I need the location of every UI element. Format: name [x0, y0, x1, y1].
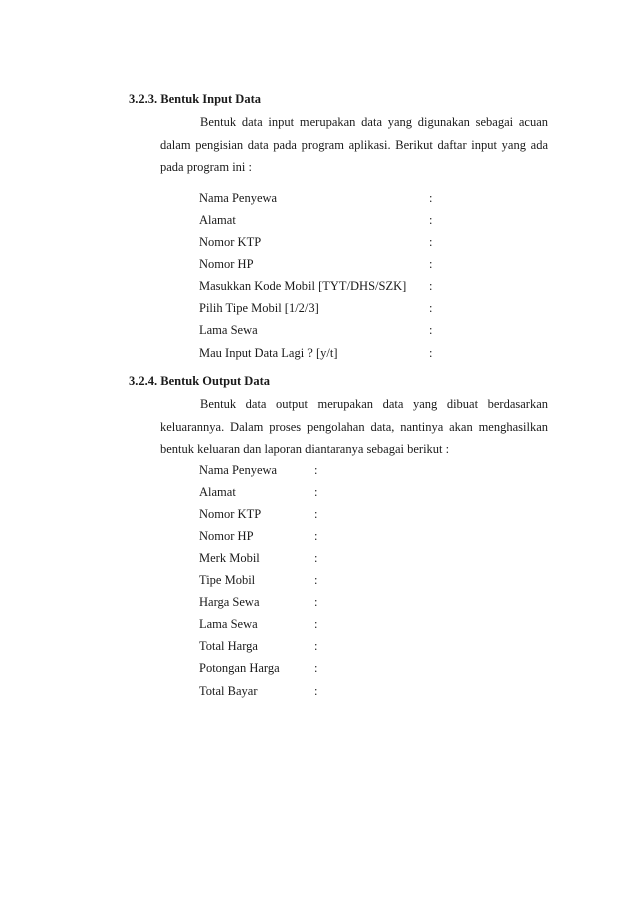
field-colon: :: [429, 191, 433, 205]
field-label: Nomor KTP: [199, 235, 262, 249]
field-label: Nomor HP: [199, 529, 254, 543]
field-label: Masukkan Kode Mobil [TYT/DHS/SZK]: [199, 279, 407, 293]
field-label: Lama Sewa: [199, 323, 258, 337]
field-label: Alamat: [199, 213, 236, 227]
field-label: Alamat: [199, 485, 236, 499]
paragraph-line: keluarannya. Dalam proses pengolahan data, nantinya akan menghasilkan: [160, 419, 548, 434]
field-colon: :: [429, 279, 433, 293]
field-label: Merk Mobil: [199, 551, 260, 565]
field-colon: :: [429, 213, 433, 227]
field-colon: :: [314, 639, 318, 653]
field-colon: :: [314, 684, 318, 698]
field-colon: :: [314, 485, 318, 499]
field-label: Lama Sewa: [199, 617, 258, 631]
field-colon: :: [314, 617, 318, 631]
field-label: Nomor HP: [199, 257, 254, 271]
field-colon: :: [314, 661, 318, 675]
field-colon: :: [429, 301, 433, 315]
field-colon: :: [314, 507, 318, 521]
paragraph-line: bentuk keluaran dan laporan diantaranya sebagai berikut :: [160, 442, 450, 456]
field-label: Tipe Mobil: [199, 573, 256, 587]
field-colon: :: [429, 346, 433, 360]
section-heading-input: 3.2.3. Bentuk Input Data: [129, 92, 261, 106]
field-colon: :: [314, 595, 318, 609]
field-colon: :: [429, 323, 433, 337]
section-heading-output: 3.2.4. Bentuk Output Data: [129, 374, 270, 388]
field-colon: :: [429, 257, 433, 271]
field-colon: :: [314, 551, 318, 565]
field-label: Nama Penyewa: [199, 463, 278, 477]
field-label: Harga Sewa: [199, 595, 260, 609]
field-label: Pilih Tipe Mobil [1/2/3]: [199, 301, 319, 315]
paragraph-line: dalam pengisian data pada program aplikasi. Berikut daftar input yang ada: [160, 137, 548, 152]
field-label: Mau Input Data Lagi ? [y/t]: [199, 346, 338, 360]
field-label: Nama Penyewa: [199, 191, 278, 205]
paragraph-line: pada program ini :: [160, 160, 252, 174]
field-label: Total Bayar: [199, 684, 258, 698]
section-paragraph-output: [160, 393, 548, 461]
paragraph-line: Bentuk data input merupakan data yang digunakan sebagai acuan: [200, 115, 548, 129]
field-colon: :: [429, 235, 433, 249]
field-colon: :: [314, 529, 318, 543]
field-label: Total Harga: [199, 639, 258, 653]
field-colon: :: [314, 463, 318, 477]
section-paragraph-input: [160, 111, 548, 179]
field-label: Potongan Harga: [199, 661, 280, 675]
field-label: Nomor KTP: [199, 507, 262, 521]
paragraph-line: Bentuk data output merupakan data yang dibuat berdasarkan: [200, 397, 548, 411]
field-colon: :: [314, 573, 318, 587]
